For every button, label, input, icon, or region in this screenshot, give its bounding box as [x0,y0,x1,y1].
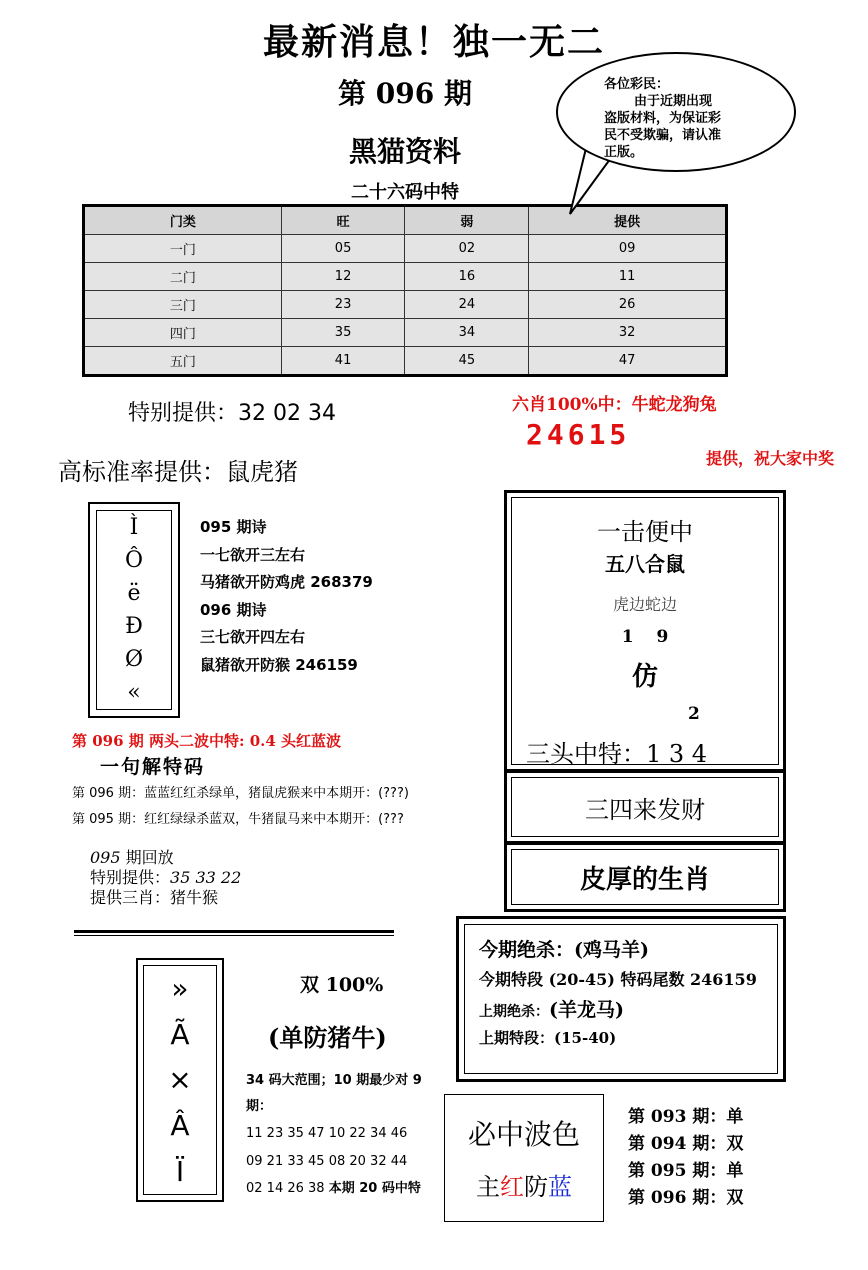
guard-text: (单防猪牛) [268,1023,387,1052]
glyph: Ø [124,647,144,672]
high-accuracy [58,452,298,487]
range-head: 34 码大范围；10 期最少对 9 期： [246,1073,422,1114]
kill-previous [479,995,624,1022]
bubble-line: 正版。 [604,145,644,160]
history-item: 第 094 期：双 [628,1134,744,1154]
wave-title: 必中波色 [467,1118,580,1151]
table-cell: 26 [529,291,727,319]
double-100: 双 100% [300,974,384,996]
range-line-numbers: 02 14 26 38 [246,1181,329,1196]
poem-glyph-box [88,502,180,718]
one-hit-title: 一击便中 [597,518,693,546]
range-line: 11 23 35 47 10 22 34 46 [246,1126,408,1141]
history-item: 第 095 期：单 [628,1161,744,1181]
riddle-095: 第 095 期：红红绿绿杀蓝双，牛猪鼠马来中本期开：(??? [72,812,404,827]
wish-text: 提供，祝大家中奖 [706,449,835,468]
range-line: 09 21 33 45 08 20 32 44 [246,1154,408,1169]
kill-box [456,916,786,1082]
table-cell: 32 [529,319,727,347]
table-title: 二十六码中特 [351,182,459,203]
header-cell: 弱 [405,206,529,235]
table-cell: 47 [529,347,727,376]
poem-line: 一七欲开三左右 [200,545,306,564]
one-hit-sub: 五八合鼠 [605,552,685,576]
table-cell: 五门 [84,347,282,376]
glyph: × [168,1063,192,1097]
table-cell: 24 [405,291,529,319]
poem-line: 三七欲开四左右 [200,628,306,646]
six-zodiac: 六肖100%中：牛蛇龙狗兔 [512,395,717,415]
table-cell: 12 [281,263,405,291]
poem-line: 马猪欲开防鸡虎 268379 [200,573,373,591]
wave-color-box [444,1094,604,1222]
lucky-text: 三四来发财 [511,777,779,837]
table-header-row [84,206,727,235]
period-number: 第 096 期 [338,77,472,110]
divider [74,935,394,936]
segment-previous: 上期特段：(15-40) [479,1029,617,1047]
lucky-box [504,770,786,844]
glyph: Ô [124,548,144,573]
glyph: Ì [129,515,139,540]
table-row [84,263,727,291]
special-label: 特别提供： [128,401,239,426]
table-cell: 05 [281,235,405,263]
replay-special-value: 35 33 22 [170,868,242,887]
table-row [84,347,727,376]
table-cell: 02 [405,235,529,263]
one-hit-box [504,490,786,772]
replay-title-text: 期回放 [120,848,174,867]
glyph: Ã [170,1017,190,1051]
table-cell: 16 [405,263,529,291]
replay-three-label: 提供三肖： [90,888,171,907]
history-list [628,1104,743,1212]
glyph: « [127,680,141,705]
zodiac-text: 皮厚的生肖 [511,849,779,905]
glyph: Â [170,1109,190,1143]
riddle-096: 第 096 期：蓝蓝红红杀绿单，猪鼠虎猴来中本期开：(???) [72,786,409,801]
glyph: Ï [175,1154,185,1188]
gate-table [82,204,728,377]
special-offer [128,396,336,427]
poem-line: 096 期诗 [200,600,267,619]
header-cell: 门类 [84,206,282,235]
glyph: ë [127,581,141,606]
table-cell: 三门 [84,291,282,319]
replay-number: 095 [90,848,121,867]
table-cell: 23 [281,291,405,319]
poem-block [200,514,373,679]
wave-red: 红 [500,1173,524,1201]
bubble-line: 民不受欺骗，请认准 [604,128,722,143]
bubble-line: 盗版材料，为保证彩 [604,111,722,126]
segment-current: 今期特段 (20-45) 特码尾数 246159 [479,970,757,989]
kill-current: 今期绝杀：(鸡马羊) [479,939,649,961]
range-block [246,1068,436,1202]
replay-three-value: 猪牛猴 [170,888,219,907]
two-number: 2 [688,704,700,724]
special-value: 32 02 34 [238,401,336,426]
replay-title [90,848,241,868]
history-item: 第 093 期：单 [628,1107,744,1127]
table-cell: 二门 [84,263,282,291]
table-row [84,235,727,263]
replay-block [90,848,241,908]
replay-special [90,868,241,888]
zodiac-box [504,842,786,912]
history-item: 第 096 期：双 [628,1188,744,1208]
table-row [84,291,727,319]
table-cell: 45 [405,347,529,376]
bubble-line: 由于近期出现 [634,94,713,109]
table-cell: 09 [529,235,727,263]
replay-special-label: 特别提供： [90,868,171,887]
range-line-note: 本期 20 码中特 [328,1181,421,1196]
glyph: Ð [125,614,143,639]
vertical-glyph-box [136,958,224,1202]
bubble-greeting: 各位彩民： [604,77,670,92]
table-cell: 一门 [84,235,282,263]
poem-line: 鼠猪欲开防猴 246159 [200,655,358,674]
table-cell: 四门 [84,319,282,347]
divider [74,930,394,933]
header-cell: 旺 [281,206,405,235]
high-accuracy-label: 高标准率提供： [58,458,226,486]
one-sentence-title: 一句解特码 [100,756,206,778]
notice-bubble [556,52,796,172]
table-row [84,319,727,347]
high-accuracy-value: 鼠虎猪 [226,458,298,486]
table-cell: 41 [281,347,405,376]
poem-line: 095 期诗 [200,518,267,536]
page-title: 最新消息！独一无二 [262,21,605,63]
table-cell: 35 [281,319,405,347]
wave-main: 主 [476,1173,500,1201]
fang-text: 仿 [631,662,658,692]
table-cell: 34 [405,319,529,347]
edge-numbers: 1 9 [621,627,669,647]
wave-guard: 防 [524,1173,548,1201]
subtitle: 黑猫资料 [348,135,461,168]
kill-previous-value: (羊龙马) [549,999,624,1021]
edge-text: 虎边蛇边 [612,595,677,614]
glyph: » [171,972,189,1006]
header-cell: 提供 [529,206,727,235]
wave-line [445,1167,603,1202]
wave-blue: 蓝 [548,1173,572,1201]
table-cell: 11 [529,263,727,291]
three-head: 三头中特：1 3 4 [526,740,708,768]
range-line-last [246,1176,436,1202]
replay-three [90,888,241,908]
big-number: 24615 [526,418,631,451]
kill-previous-label: 上期绝杀： [479,1004,549,1020]
two-wave-line: 第 096 期 两头二波中特: 0.4 头红蓝波 [72,732,342,750]
